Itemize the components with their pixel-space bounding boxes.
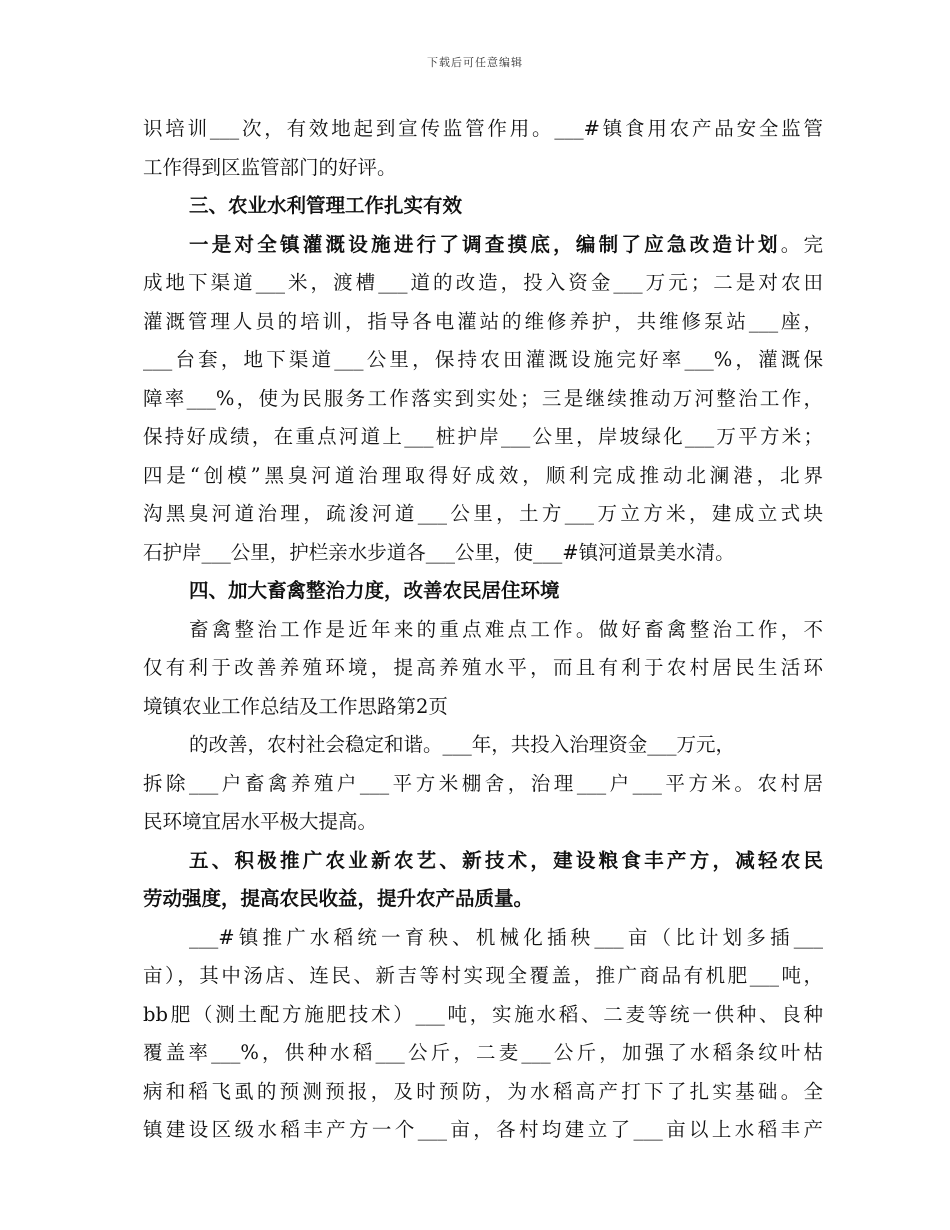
text-line: 亩），其中汤店、连民、新吉等村实现全覆盖，推广商品有机肥___吨，	[143, 964, 823, 987]
text-line: 三、农业水利管理工作扎实有效	[189, 194, 463, 217]
text-line: 劳动强度，提高农民收益，提升农产品质量。	[143, 887, 534, 910]
bold-lead-text: 一是对全镇灌溉设施进行了调查摸底，编制了应急改造计划	[189, 232, 781, 256]
page-header: 下载后可任意编辑	[427, 56, 523, 69]
text-line: 五、积极推广农业新农艺、新技术，建设粮食丰产方，减轻农民	[189, 848, 823, 872]
text-line: 境镇农业工作总结及工作思路第2页	[143, 694, 448, 718]
text-line: 四、加大畜禽整治力度，改善农民居住环境	[189, 579, 560, 602]
text-line: 覆盖率___%，供种水稻___公斤，二麦___公斤，加强了水稻条纹叶枯	[143, 1041, 823, 1064]
text-line: 灌溉管理人员的培训，指导各电灌站的维修养护，共维修泵站___座，	[143, 309, 823, 333]
text-line: ___台套，地下渠道___公里，保持农田灌溉设施完好率___%，灌溉保	[143, 348, 823, 371]
regular-text: 。完	[780, 232, 823, 256]
text-line: 病和稻飞虱的预测预报，及时预防，为水稻高产打下了扎实基础。全	[143, 1079, 823, 1103]
text-line: ___#镇推广水稻统一育秧、机械化插秧___亩（比计划多插___	[189, 925, 823, 949]
text-line: 拆除___户畜禽养殖户___平方米棚舍，治理___户___平方米。农村居	[143, 771, 823, 795]
text-line: bb肥（测土配方施肥技术）___吨，实施水稻、二麦等统一供种、良种	[143, 1002, 823, 1026]
text-line: 成地下渠道___米，渡槽___道的改造，投入资金___万元；二是对农田	[143, 271, 823, 294]
text-line: 民环境宜居水平极大提高。	[143, 810, 378, 833]
text-line	[143, 226, 823, 265]
text-line: 工作得到区监管部门的好评。	[143, 155, 397, 179]
text-line: 仅有利于改善养殖环境，提高养殖水平，而且有利于农村居民生活环	[143, 656, 823, 679]
text-line: 障率___%，使为民服务工作落实到实处；三是继续推动万河整治工作，	[143, 386, 823, 410]
text-line: 沟黑臭河道治理，疏浚河道___公里，土方___万立方米，建成立式块	[143, 502, 823, 525]
text-line: 保持好成绩，在重点河道上___桩护岸___公里，岸坡绿化___万平方米；	[143, 425, 823, 448]
text-line: 石护岸___公里，护栏亲水步道各___公里，使___#镇河道景美水清。	[143, 540, 735, 564]
text-line: 畜禽整治工作是近年来的重点难点工作。做好畜禽整治工作，不	[189, 617, 823, 641]
text-line: 识培训___次，有效地起到宣传监管作用。___#镇食用农产品安全监管	[143, 117, 823, 140]
text-line: 四是“创模”黑臭河道治理取得好成效，顺利完成推动北澜港，北界	[143, 463, 823, 487]
text-line: 的改善，农村社会稳定和谐。___年，共投入治理资金___万元，	[189, 733, 736, 756]
document-body	[143, 110, 823, 1150]
text-line: 镇建设区级水稻丰产方一个___亩，各村均建立了___亩以上水稻丰产	[143, 1118, 823, 1141]
